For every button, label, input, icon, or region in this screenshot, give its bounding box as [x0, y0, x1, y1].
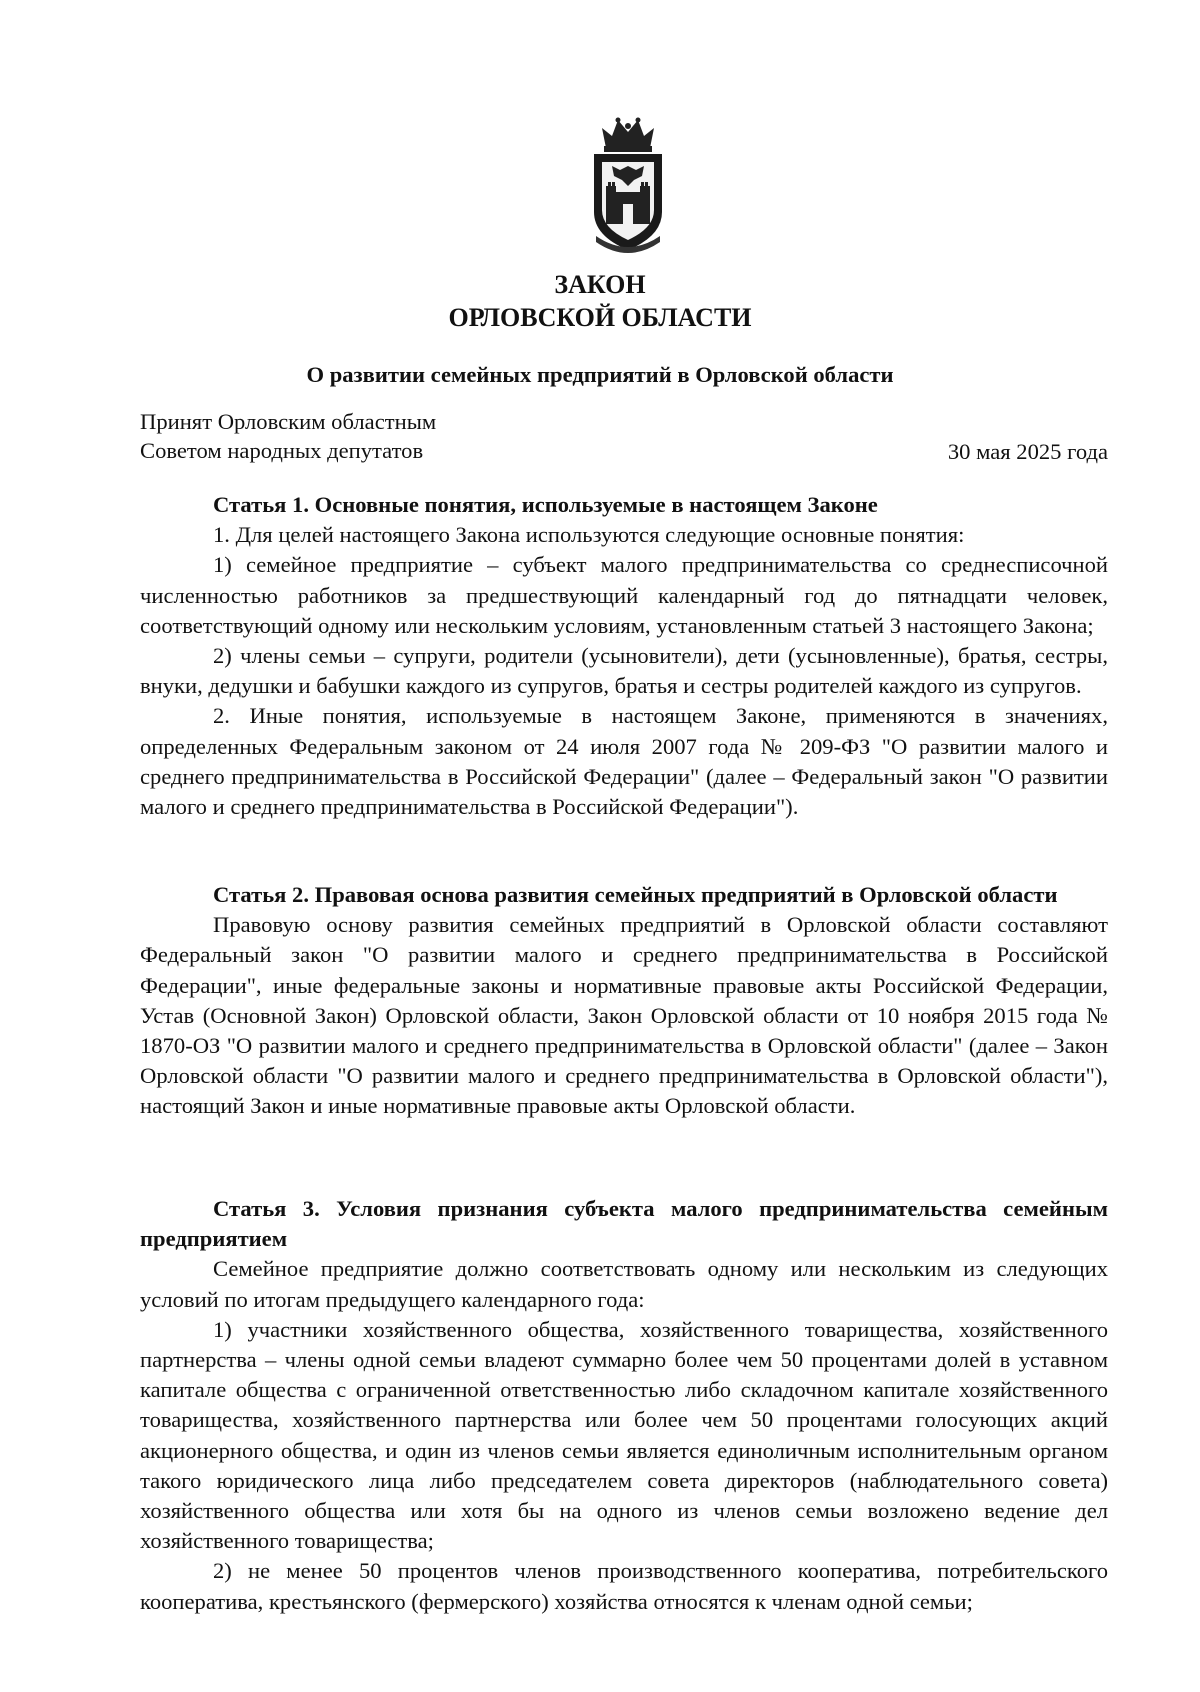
- document-title-region: ОРЛОВСКОЙ ОБЛАСТИ: [448, 303, 752, 332]
- article-3-paragraph: Семейное предприятие должно соответствовать одному или нескольким из следующих условий по итогам предыдущего календарного года:: [140, 1256, 1108, 1312]
- adoption-date: 30 мая 2025 года: [947, 439, 1108, 464]
- adoption-line-1: Принят Орловским областным: [140, 409, 437, 434]
- article-3-heading: Статья 3. Условия признания субъекта малого предпринимательства семейным предприятием: [140, 1196, 1108, 1252]
- article-1-paragraph: 1) семейное предприятие – субъект малого предпринимательства со среднесписочной численностью работников за предшествующий календарный год до пятнадцати человек, соответствующий одному или нескольким условиям, установленным статьей 3 настоящего Закона;: [140, 552, 1108, 638]
- article-3-paragraph: 2) не менее 50 процентов членов производственного кооператива, потребительского кооператива, крестьянского (фермерского) хозяйства относятся к членам одной семьи;: [140, 1558, 1108, 1614]
- article-1-heading: Статья 1. Основные понятия, используемые в настоящем Законе: [213, 492, 878, 517]
- document-title: ЗАКОН: [554, 270, 646, 299]
- article-1-paragraph: 1. Для целей настоящего Закона используются следующие основные понятия:: [213, 522, 965, 548]
- article-1: [140, 490, 1108, 822]
- document-subtitle: О развитии семейных предприятий в Орловской области: [306, 362, 894, 387]
- coat-of-arms-icon: [576, 114, 680, 254]
- article-2-heading: Статья 2. Правовая основа развития семейных предприятий в Орловской области: [213, 882, 1058, 907]
- adoption-info: [140, 407, 436, 465]
- article-2: [140, 880, 1108, 1122]
- article-3-paragraph: 1) участники хозяйственного общества, хозяйственного товарищества, хозяйственного партнерства – члены одной семьи владеют суммарно более чем 50 процентами долей в уставном капитале общества с ограниченной ответственностью либо складочном капитале хозяйственного товарищества, хозяйственного партнерства или более чем 50 процентами голосующих акций акционерного общества, и один из членов семьи является единоличным исполнительным органом такого юридического лица либо председателем совета директоров (наблюдательного совета) хозяйственного общества или хотя бы на одного из членов семьи возложено ведение дел хозяйственного товарищества;: [140, 1316, 1108, 1554]
- article-1-paragraph: 2) члены семьи – супруги, родители (усыновители), дети (усыновленные), братья, сестры, внуки, дедушки и бабушки каждого из супругов, братья и сестры родителей каждого из супругов.: [140, 643, 1108, 699]
- article-3: [140, 1194, 1108, 1617]
- adoption-line-2: Советом народных депутатов: [140, 438, 424, 463]
- article-2-paragraph: Правовую основу развития семейных предприятий в Орловской области составляют Федеральный закон "О развитии малого и среднего предпринимательства в Российской Федерации", иные федеральные законы и нормативные правовые акты Российской Федерации, Устав (Основной Закон) Орловской области, Закон Орловской области от 10 ноября 2015 года № 1870-ОЗ "О развитии малого и среднего предпринимательства в Орловской области" (далее – Закон Орловской области "О развитии малого и среднего предпринимательства в Орловской области"), настоящий Закон и иные нормативные правовые акты Орловской области.: [140, 912, 1108, 1119]
- article-1-paragraph: 2. Иные понятия, используемые в настоящем Законе, применяются в значениях, определенных Федеральным законом от 24 июля 2007 года № 209-ФЗ "О развитии малого и среднего предпринимательства в Российской Федерации" (далее – Федеральный закон "О развитии малого и среднего предпринимательства в Российской Федерации").: [140, 703, 1108, 820]
